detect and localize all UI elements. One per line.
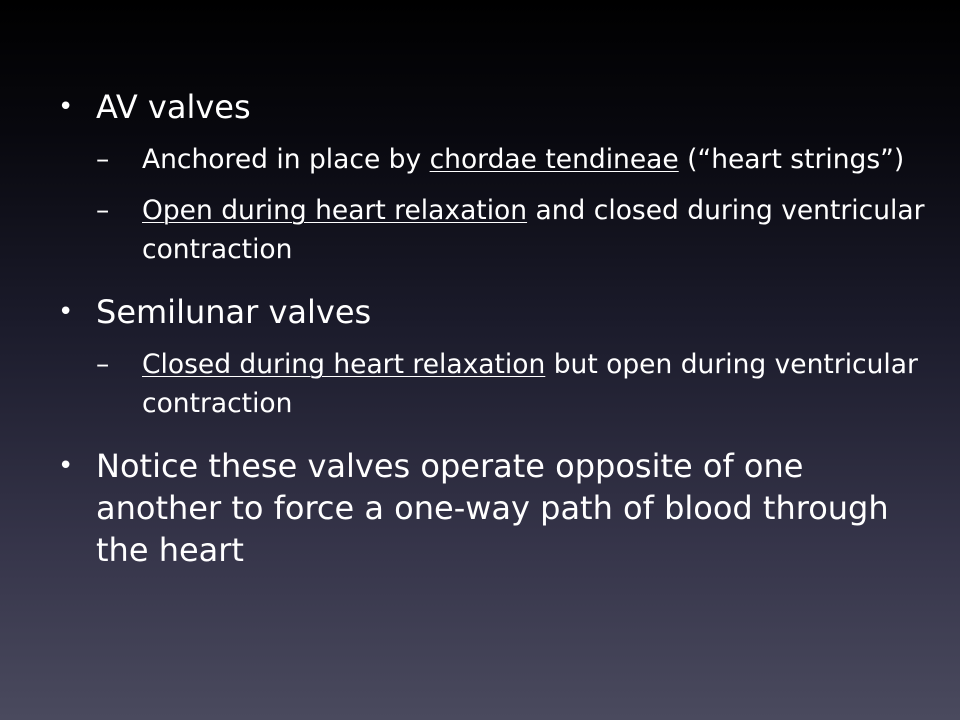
sub-text-underlined: Open during heart relaxation [142,195,528,226]
sub-text-underlined: chordae tendineae [429,144,679,175]
bullet-marker: • [58,297,74,327]
sub-bullet-chordae [58,140,938,179]
bullet-marker: • [58,451,74,481]
sub-bullet-closed-relaxation [58,345,938,423]
bullet-text: Semilunar valves [96,293,372,331]
dash-marker: – [96,144,110,175]
bullet-semilunar-valves [58,291,938,333]
sub-text-pre: Anchored in place by [142,144,430,175]
sub-text-post: and closed during ventricular contraction [142,195,925,265]
dash-marker: – [96,195,110,226]
sub-text-post: (“heart strings”) [678,144,905,175]
bullet-notice [58,445,938,571]
sub-bullet-open-relaxation [58,191,938,269]
dash-marker: – [96,349,110,380]
slide-content [58,86,938,571]
sub-text-post: but open during ventricular contraction [142,349,918,419]
bullet-text: AV valves [96,88,251,126]
bullet-marker: • [58,92,74,122]
bullet-text: Notice these valves operate opposite of one another to force a one-way path of blood through the heart [96,447,889,569]
sub-text-underlined: Closed during heart relaxation [142,349,546,380]
bullet-av-valves [58,86,938,128]
